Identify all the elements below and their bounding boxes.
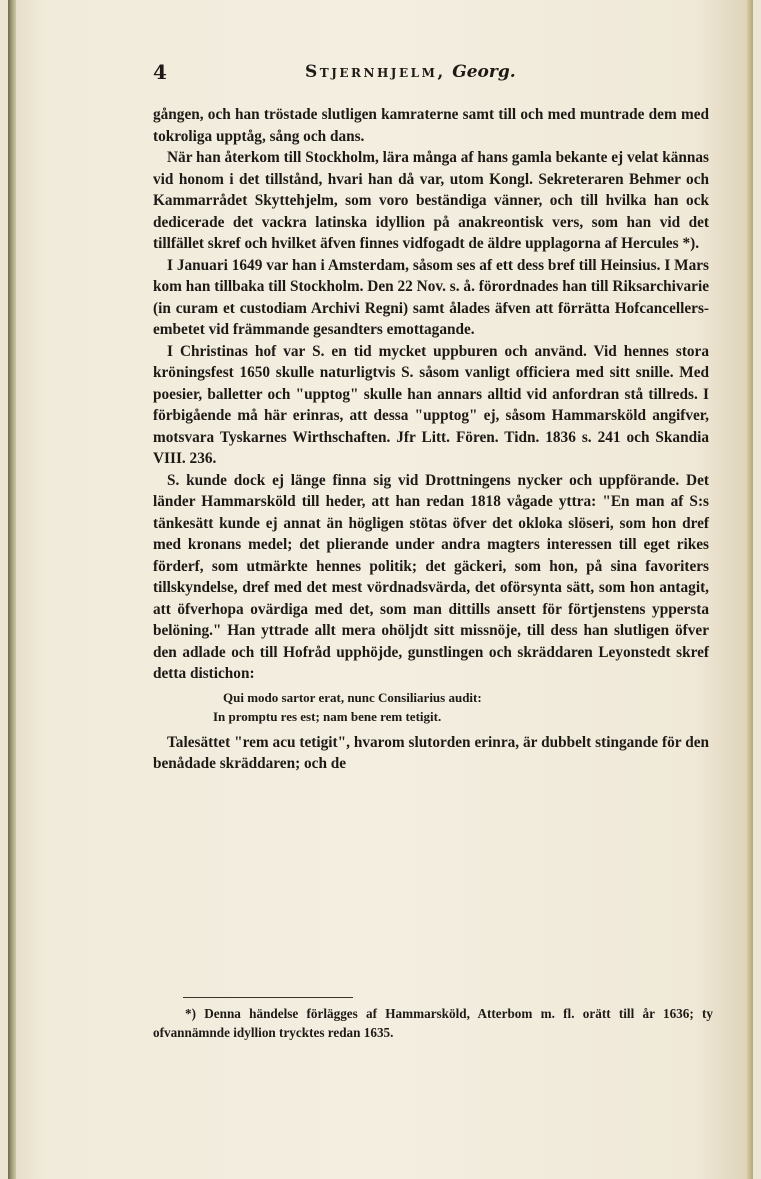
book-page: [8, 0, 753, 1179]
page-outer-edge: [747, 0, 753, 1179]
paragraph-1: gången, och han tröstade slutligen kamraterne samt till och med muntrade dem med tokroliga upptåg, sång och dans.: [153, 106, 709, 145]
page-binding-edge: [8, 0, 16, 1179]
distichon: [153, 688, 709, 726]
paragraph-4: I Christinas hof var S. en tid mycket uppburen och använd. Vid hennes stora kröningsfest 1650 skulle naturligtvis S. såsom vanligt officiera med sitt snille. Med poesier, balletter och "upptog" skulle han annars alltid vid anfordran stå tillreds. I förbigående må här erinras, att dessa "upptog" ej, såsom Hammarsköld angifver, motsvara Tyskarnes Wirthschaften. Jfr Litt. Fören. Tidn. 1836 s. 241 och Skandia VIII. 236.: [153, 342, 709, 467]
footnote-text: *) Denna händelse förlägges af Hammarsköld, Atterbom m. fl. orätt till år 1636; ty ofvannämnde idyllion trycktes redan 1635.: [153, 1006, 713, 1040]
running-title-surname: Stjernhjelm: [305, 62, 438, 82]
distichon-line-1: Qui modo sartor erat, nunc Consiliarius audit:: [223, 689, 482, 705]
main-text: [153, 104, 709, 775]
paragraph-5: S. kunde dock ej länge finna sig vid Drottningens nycker och uppförande. Det länder Hammarsköld till heder, att han redan 1818 vågade yttra: "En man af S:s tänkesätt kunde ej annat än högligen stötas öfver det okloka slöseri, som hon dref med kronans medel; det plierande under andra magters interessen till eget rikes förderf, som utmärkte hennes politik; det gäckeri, som hon, på sina favoriters tillskyndelse, dref med det mest vördnadsvärda, det oförsynta sätt, som hon antagit, att öfverhopa ovärdiga med det, som man dittills ansett för förtjenstens yppersta belöning." Han yttrade allt mera ohöljdt sitt missnöje, till dess han slutligen öfver den adlade och till Hofråd upphöjde, gunstlingen och skräddaren Leyonstedt skref detta distichon:: [153, 471, 709, 682]
running-title-given-name: Georg.: [452, 62, 516, 82]
paragraph-6: Talesättet "rem acu tetigit", hvarom slutorden erinra, är dubbelt stingande för den benådade skräddaren; och de: [153, 733, 709, 772]
running-title-separator: ,: [437, 62, 445, 82]
footnote-rule: [183, 997, 353, 998]
distichon-line-2: In promptu res est; nam bene rem tetigit.: [213, 708, 442, 724]
paragraph-2: När han återkom till Stockholm, lära många af hans gamla bekante ej velat kännas vid honom i det tillstånd, hvari han då var, utom Kongl. Sekreteraren Behmer och Kammarrådet Skyttehjelm, som voro beständiga vänner, och till hvilka han ock dedicerade det vackra latinska idyllion på anakreontisk vers, som han vid det tillfället skref och hvilket äfven finnes vidfogadt de äldre upplagorna af Hercules *).: [153, 149, 709, 252]
running-header: [153, 60, 553, 90]
page-number: 4: [153, 60, 167, 84]
running-title: [305, 62, 516, 82]
paragraph-3: I Januari 1649 var han i Amsterdam, såsom ses af ett dess bref till Heinsius. I Mars kom han tillbaka till Stockholm. Den 22 Nov. s. å. förordnades han till Riksarchivarie (in curam et custodiam Archivi Regni) samt ålades äfven att förrätta Hofcancellers-embetet vid främmande gesandters emottagande.: [153, 256, 709, 338]
footnote: [153, 1005, 713, 1042]
